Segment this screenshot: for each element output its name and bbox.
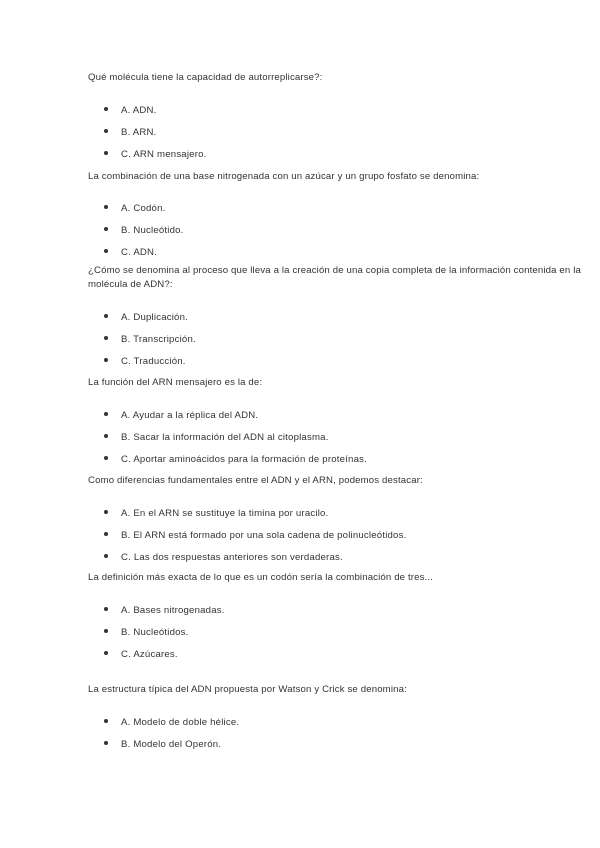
options-list-4 (0, 409, 600, 475)
question-3: ¿Cómo se denomina al proceso que lleva a la creación de una copia completa de la información contenida en la molécula de ADN?: (88, 265, 581, 290)
bullet-icon (104, 336, 108, 340)
question-2: La combinación de una base nitrogenada con un azúcar y un grupo fosfato se denomina: (88, 171, 480, 182)
bullet-icon (104, 554, 108, 558)
bullet-icon (104, 741, 108, 745)
option-4a: A. Ayudar a la réplica del ADN. (0, 409, 600, 431)
question-1: Qué molécula tiene la capacidad de autorreplicarse?: (88, 72, 323, 83)
bullet-icon (104, 532, 108, 536)
bullet-icon (104, 129, 108, 133)
options-list-6 (0, 604, 600, 670)
option-3c: C. Traducción. (0, 355, 600, 377)
option-1c: C. ARN mensajero. (0, 148, 600, 170)
option-6a: A. Bases nitrogenadas. (0, 604, 600, 626)
option-4c: C. Aportar aminoácidos para la formación de proteínas. (0, 453, 600, 475)
options-list-5 (0, 507, 600, 573)
option-7b: B. Modelo del Operón. (0, 738, 600, 760)
bullet-icon (104, 249, 108, 253)
bullet-icon (104, 358, 108, 362)
option-2c: C. ADN. (0, 246, 600, 268)
question-7: La estructura típica del ADN propuesta por Watson y Crick se denomina: (88, 684, 407, 695)
bullet-icon (104, 227, 108, 231)
option-6b: B. Nucleótidos. (0, 626, 600, 648)
question-4: La función del ARN mensajero es la de: (88, 377, 263, 388)
option-7a: A. Modelo de doble hélice. (0, 716, 600, 738)
bullet-icon (104, 629, 108, 633)
option-5a: A. En el ARN se sustituye la timina por uracilo. (0, 507, 600, 529)
bullet-icon (104, 314, 108, 318)
option-6c: C. Azúcares. (0, 648, 600, 670)
bullet-icon (104, 456, 108, 460)
bullet-icon (104, 651, 108, 655)
option-5b: B. El ARN está formado por una sola cadena de polinucleótidos. (0, 529, 600, 551)
option-3a: A. Duplicación. (0, 311, 600, 333)
option-4b: B. Sacar la información del ADN al citoplasma. (0, 431, 600, 453)
options-list-7 (0, 716, 600, 760)
bullet-icon (104, 412, 108, 416)
bullet-icon (104, 434, 108, 438)
question-6: La definición más exacta de lo que es un codón sería la combinación de tres... (88, 572, 434, 583)
option-5c: C. Las dos respuestas anteriores son verdaderas. (0, 551, 600, 573)
bullet-icon (104, 205, 108, 209)
bullet-icon (104, 107, 108, 111)
option-2b: B. Nucleótido. (0, 224, 600, 246)
option-3b: B. Transcripción. (0, 333, 600, 355)
options-list-2 (0, 202, 600, 268)
bullet-icon (104, 151, 108, 155)
question-5: Como diferencias fundamentales entre el ADN y el ARN, podemos destacar: (88, 475, 423, 486)
option-1b: B. ARN. (0, 126, 600, 148)
bullet-icon (104, 719, 108, 723)
options-list-1 (0, 104, 600, 170)
bullet-icon (104, 510, 108, 514)
option-2a: A. Codón. (0, 202, 600, 224)
option-1a: A. ADN. (0, 104, 600, 126)
bullet-icon (104, 607, 108, 611)
options-list-3 (0, 311, 600, 377)
